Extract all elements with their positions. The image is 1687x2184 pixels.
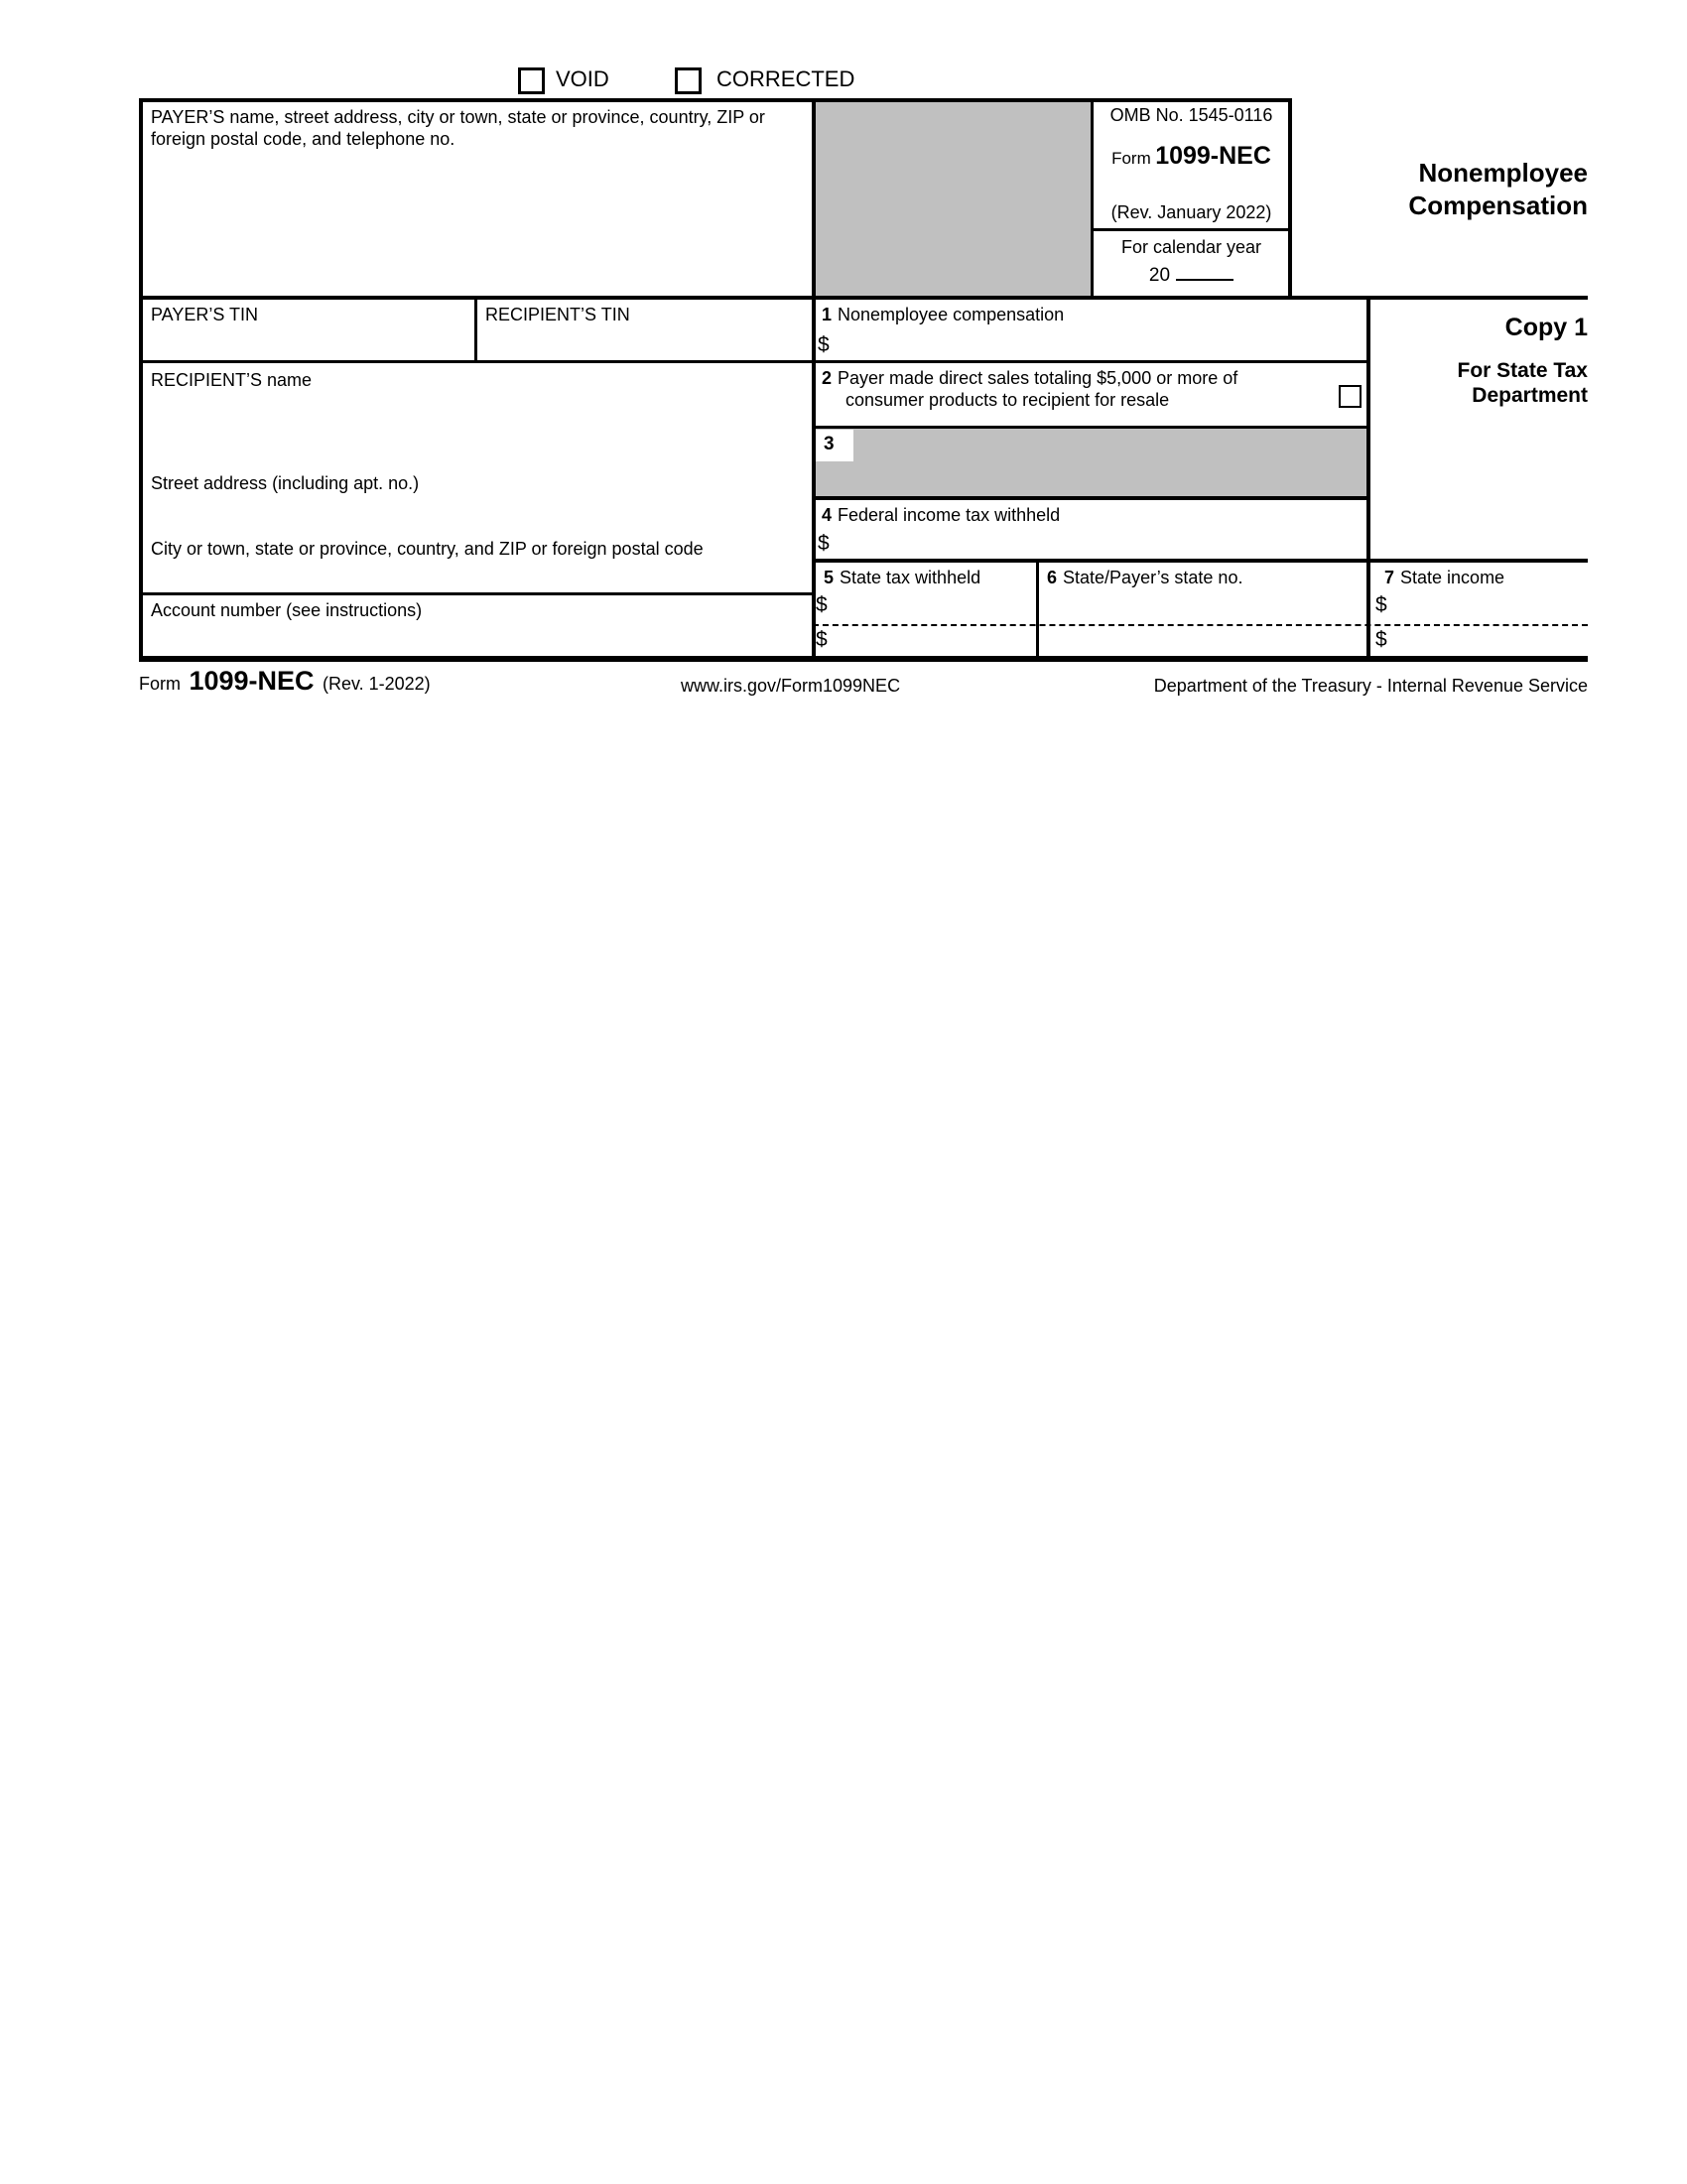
box4-number: 4 xyxy=(822,505,833,525)
account-number-label: Account number (see instructions) xyxy=(151,600,423,620)
payers-tin-label: PAYER’S TIN xyxy=(151,305,259,324)
calendar-year-blank-field[interactable] xyxy=(1176,261,1233,281)
form-word: Form xyxy=(1111,149,1151,168)
copy-label: Copy 1 xyxy=(1504,314,1588,341)
shaded-top-area xyxy=(814,100,1093,298)
city-label: City or town, state or province, country, and ZIP or foreign postal code xyxy=(151,539,704,559)
calendar-year-prefix: 20 xyxy=(1148,265,1171,286)
city-field[interactable] xyxy=(143,536,812,592)
footer-form-number: 1099-NEC xyxy=(189,666,315,696)
border-line xyxy=(812,426,1370,429)
form-title-line2: Compensation xyxy=(1408,191,1588,220)
form-title-line1: Nonemployee xyxy=(1418,158,1588,188)
box4-dollar-sign: $ xyxy=(818,532,830,555)
border-line xyxy=(1366,296,1370,662)
footer-form-id xyxy=(139,666,431,697)
box3-number-cell xyxy=(816,430,853,461)
box2-label: 2 Payer made direct sales totaling $5,000 or more of consumer products to recipient for resale xyxy=(822,368,1238,410)
payer-info-label: PAYER’S name, street address, city or town, state or province, country, ZIP or foreign postal code, and telephone no. xyxy=(151,107,765,149)
form-title xyxy=(1290,157,1588,222)
box2-checkbox[interactable] xyxy=(1339,385,1362,408)
box4-field[interactable] xyxy=(816,500,1366,559)
form-number: 1099-NEC xyxy=(1155,142,1271,170)
box2-field xyxy=(816,363,1366,426)
box6-field[interactable] xyxy=(1039,563,1366,656)
border-line xyxy=(1091,228,1291,231)
recipients-tin-label: RECIPIENT’S TIN xyxy=(485,305,630,324)
recipients-name-label: RECIPIENT’S name xyxy=(151,370,313,390)
box7-field[interactable] xyxy=(1372,563,1588,656)
box1-number: 1 xyxy=(822,305,833,324)
box7-number: 7 xyxy=(1384,568,1395,587)
box7-dollar-sign-2: $ xyxy=(1375,628,1387,651)
revision-label: (Rev. January 2022) xyxy=(1110,202,1272,222)
calendar-year-label: For calendar year xyxy=(1120,237,1262,257)
account-number-field[interactable] xyxy=(143,595,812,656)
copy-for-line1: For State Tax xyxy=(1457,359,1588,382)
box5-number: 5 xyxy=(824,568,835,587)
recipients-tin-field[interactable] xyxy=(477,300,812,360)
box7-label: 7 State income xyxy=(1384,568,1505,587)
box5-dollar-sign-2: $ xyxy=(816,628,828,651)
box5-dollar-sign-1: $ xyxy=(816,593,828,616)
box6-number: 6 xyxy=(1047,568,1058,587)
copy-for-line2: Department xyxy=(1472,384,1588,407)
footer-irs-url[interactable]: www.irs.gov/Form1099NEC xyxy=(681,676,901,696)
payer-info-field[interactable] xyxy=(143,102,810,294)
box5-field[interactable] xyxy=(816,563,1036,656)
footer-revision: (Rev. 1-2022) xyxy=(322,674,431,694)
box5-label: 5 State tax withheld xyxy=(824,568,981,587)
border-line xyxy=(139,656,1588,662)
box1-field[interactable] xyxy=(816,300,1366,360)
omb-number: OMB No. 1545-0116 xyxy=(1109,105,1273,125)
form-number-block xyxy=(1095,142,1288,171)
border-line xyxy=(1091,100,1094,298)
street-address-field[interactable] xyxy=(143,470,812,536)
box7-dollar-sign-1: $ xyxy=(1375,593,1387,616)
street-address-label: Street address (including apt. no.) xyxy=(151,473,420,493)
box1-dollar-sign: $ xyxy=(818,333,830,356)
corrected-label: CORRECTED xyxy=(716,66,855,91)
recipients-name-field[interactable] xyxy=(143,363,812,470)
footer-form-word: Form xyxy=(139,674,181,694)
box1-label: 1 Nonemployee compensation xyxy=(822,305,1065,324)
void-checkbox[interactable] xyxy=(518,67,545,94)
box3-number: 3 xyxy=(824,434,835,454)
box3-shaded-area xyxy=(814,429,1368,496)
corrected-checkbox[interactable] xyxy=(675,67,702,94)
payers-tin-field[interactable] xyxy=(143,300,474,360)
box2-number: 2 xyxy=(822,368,833,388)
calendar-year-row xyxy=(1095,261,1288,287)
box6-label: 6 State/Payer’s state no. xyxy=(1047,568,1243,587)
void-label: VOID xyxy=(556,66,609,91)
footer-department: Department of the Treasury - Internal Revenue Service xyxy=(1153,676,1588,696)
box4-label: 4 Federal income tax withheld xyxy=(822,505,1061,525)
